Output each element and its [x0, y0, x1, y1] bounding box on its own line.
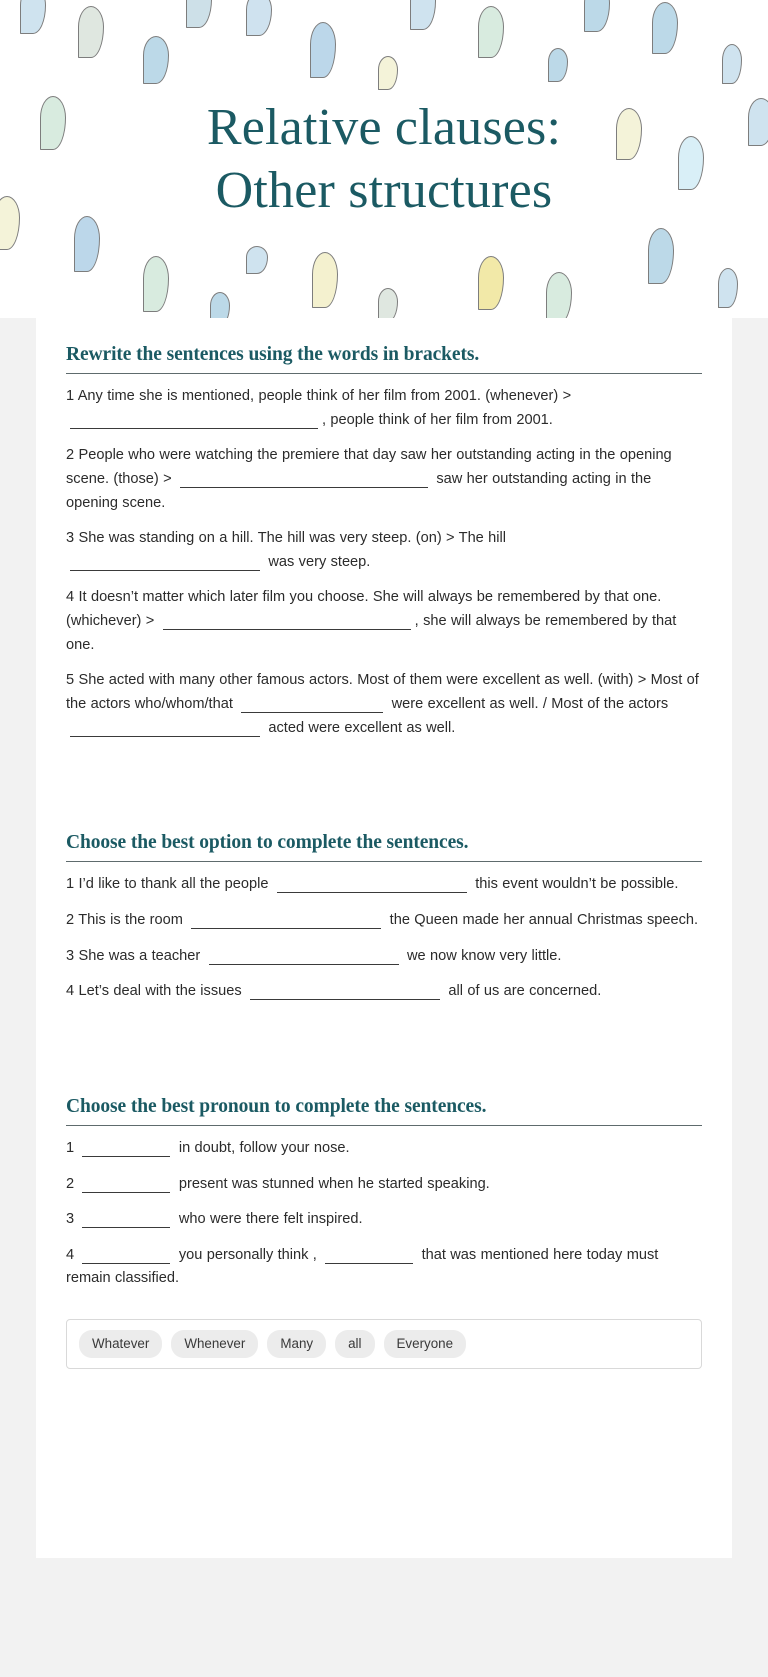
page-title-line-1: Relative clauses:	[206, 99, 562, 156]
question-number: 3	[66, 530, 75, 547]
answer-blank[interactable]	[180, 472, 428, 488]
raindrop-icon	[210, 292, 230, 318]
answer-blank[interactable]	[70, 413, 318, 429]
answer-blank[interactable]	[82, 1212, 170, 1228]
question-text-tail: , she will always be remembered by that one.	[66, 613, 677, 653]
answer-blank[interactable]	[70, 555, 260, 571]
question-text-mid: you personally think ,	[178, 1246, 317, 1263]
raindrop-icon	[78, 6, 104, 58]
answer-blank[interactable]	[325, 1248, 413, 1264]
word-bank-chip[interactable]: Everyone	[384, 1330, 467, 1357]
question-text-tail: acted were excellent as well.	[268, 719, 456, 736]
raindrop-icon	[410, 0, 436, 30]
page-title-line-2: Other structures	[215, 162, 553, 220]
question-item	[66, 1208, 702, 1232]
question-item	[66, 586, 702, 657]
question-text-tail: in doubt, follow your nose.	[178, 1139, 350, 1156]
question-item	[66, 909, 702, 933]
question-text: Any time she is mentioned, people think of her film from 2001. (whenever) >	[77, 388, 572, 404]
answer-blank[interactable]	[82, 1177, 170, 1193]
question-number: 1	[66, 876, 75, 893]
question-item	[66, 669, 702, 740]
question-number: 3	[66, 1211, 75, 1228]
question-text-tail: who were there felt inspired.	[178, 1211, 363, 1228]
answer-blank[interactable]	[250, 984, 440, 1000]
word-bank-chip[interactable]: Many	[267, 1330, 326, 1357]
page-title	[0, 96, 768, 223]
question-item	[66, 980, 702, 1004]
raindrop-icon	[312, 252, 338, 308]
raindrop-icon	[143, 256, 169, 312]
question-text: Let’s deal with the issues	[78, 983, 242, 1000]
question-text-tail: that was mentioned here today must remain classified.	[66, 1246, 659, 1287]
raindrop-icon	[310, 22, 336, 78]
question-text: She acted with many other famous actors. Most of them were excellent as well. (with) > Most of the actors who/whom/that	[66, 672, 699, 713]
exercise-section-1	[66, 318, 702, 740]
question-item	[66, 1244, 702, 1291]
raindrop-icon	[378, 288, 398, 318]
answer-blank[interactable]	[82, 1141, 170, 1157]
raindrop-icon	[478, 6, 504, 58]
question-text-tail: all of us are concerned.	[448, 983, 602, 1000]
raindrop-icon	[652, 2, 678, 54]
answer-blank[interactable]	[82, 1248, 170, 1264]
raindrop-icon	[246, 0, 272, 36]
question-number: 4	[66, 983, 75, 1000]
question-number: 2	[66, 1175, 75, 1192]
question-text-tail: present was stunned when he started speaking.	[178, 1175, 490, 1192]
worksheet-sheet	[36, 318, 732, 1558]
raindrop-icon	[74, 216, 100, 272]
raindrop-icon	[648, 228, 674, 284]
question-number: 5	[66, 672, 75, 689]
question-item	[66, 1173, 702, 1197]
word-bank-chip[interactable]: Whenever	[171, 1330, 258, 1357]
question-item	[66, 385, 702, 432]
question-number: 3	[66, 947, 75, 964]
word-bank-chip[interactable]: Whatever	[79, 1330, 162, 1357]
question-number: 1	[66, 1139, 75, 1156]
question-item	[66, 945, 702, 969]
question-item	[66, 444, 702, 515]
raindrop-icon	[20, 0, 46, 34]
question-text: I’d like to thank all the people	[78, 876, 269, 893]
section-3-divider	[66, 1125, 702, 1126]
raindrop-icon	[143, 36, 169, 84]
section-2-divider	[66, 861, 702, 862]
raindrop-icon	[548, 48, 568, 82]
question-text-tail: , people think of her film from 2001.	[322, 411, 553, 428]
section-1-heading: Rewrite the sentences using the words in brackets.	[66, 344, 480, 365]
raindrop-icon	[186, 0, 212, 28]
section-1-divider	[66, 373, 702, 374]
question-text-tail: was very steep.	[268, 553, 371, 570]
section-2-heading: Choose the best option to complete the sentences.	[66, 832, 469, 854]
word-bank-chip[interactable]: all	[335, 1330, 374, 1357]
question-item	[66, 527, 702, 574]
answer-blank[interactable]	[163, 614, 411, 630]
question-text: People who were watching the premiere that day saw her outstanding acting in the opening scene. (those) >	[66, 447, 672, 487]
header-banner	[0, 0, 768, 318]
question-text-mid: were excellent as well. / Most of the actors	[391, 696, 669, 713]
question-number: 4	[66, 589, 75, 606]
raindrop-icon	[722, 44, 742, 84]
question-text-tail: this event wouldn’t be possible.	[475, 876, 679, 893]
question-text-tail: the Queen made her annual Christmas speech.	[389, 911, 699, 928]
question-text-tail: we now know very little.	[406, 947, 562, 964]
question-item	[66, 873, 702, 897]
raindrop-icon	[246, 246, 268, 274]
question-number: 2	[66, 911, 75, 928]
question-text: She was a teacher	[78, 947, 201, 964]
question-text: She was standing on a hill. The hill was very steep. (on) > The hill	[78, 530, 506, 547]
raindrop-icon	[584, 0, 610, 32]
answer-blank[interactable]	[209, 949, 399, 965]
question-text-tail: saw her outstanding acting in the opening scene.	[66, 470, 652, 511]
section-3-heading: Choose the best pronoun to complete the sentences.	[66, 1095, 487, 1117]
answer-blank[interactable]	[277, 877, 467, 893]
word-bank	[66, 1319, 702, 1368]
raindrop-icon	[546, 272, 572, 318]
raindrop-icon	[378, 56, 398, 90]
raindrop-icon	[478, 256, 504, 310]
raindrop-icon	[718, 268, 738, 308]
question-number: 4	[66, 1246, 75, 1263]
question-text: It doesn’t matter which later film you choose. She will always be remembered by that one. (whichever) >	[66, 589, 662, 630]
answer-blank[interactable]	[191, 913, 381, 929]
answer-blank[interactable]	[241, 697, 383, 713]
question-item	[66, 1137, 702, 1161]
exercise-section-3	[66, 1004, 702, 1291]
question-number: 1	[66, 388, 75, 404]
exercise-section-2	[66, 740, 702, 1004]
question-number: 2	[66, 447, 75, 464]
question-text: This is the room	[78, 911, 183, 928]
answer-blank[interactable]	[70, 721, 260, 737]
